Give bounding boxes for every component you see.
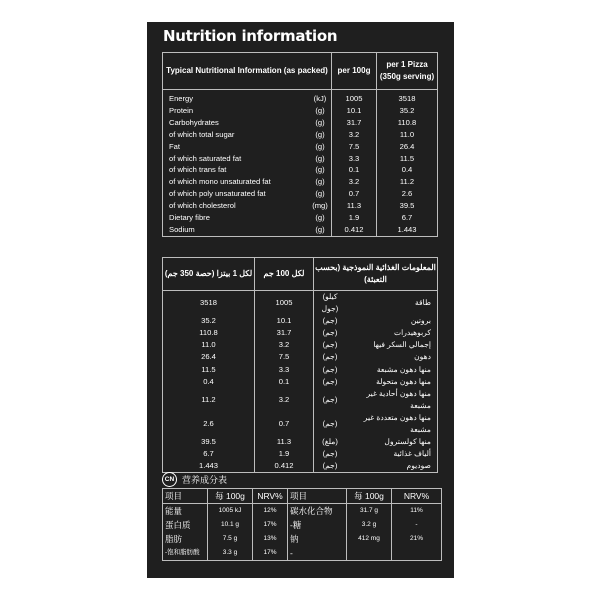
nutrient-unit: (mg) <box>309 200 332 212</box>
value-per-serving: 6.7 <box>163 448 255 460</box>
value-per-serving: 26.4 <box>399 141 415 151</box>
table-row <box>163 412 438 436</box>
value-per-100g: 7.5 <box>255 351 314 363</box>
nrv-percent: 13% <box>253 532 288 546</box>
nrv-percent <box>392 546 442 561</box>
value-per-serving: 110.8 <box>397 117 417 127</box>
value-per-serving: 110.8 <box>163 327 255 339</box>
nrv-percent: - <box>415 521 418 528</box>
nutrient-name: Fat <box>169 141 180 151</box>
table-row <box>163 90 438 105</box>
nutrient-unit: (g) <box>309 164 332 176</box>
value-per-serving: 11.2 <box>399 177 415 187</box>
value-per-serving: 3518 <box>398 94 416 103</box>
value-per-100g: 0.412 <box>332 224 377 236</box>
table-row <box>163 164 438 176</box>
value-per-100g: 31.7 <box>255 327 314 339</box>
nutrient-name: of which trans fat <box>169 165 227 175</box>
nutrient-name: منها كولسترول <box>384 437 431 447</box>
nutrient-name: of which cholesterol <box>169 201 236 211</box>
nutrient-unit: (جم) <box>322 364 338 374</box>
nutrient-unit: (جم) <box>322 340 338 350</box>
nutrient-name: Sodium <box>169 224 195 234</box>
value-per-100g: 7.5 g <box>208 532 253 546</box>
nutrient-unit: (جم) <box>322 376 338 386</box>
value-per-serving: 11.5 <box>163 364 255 376</box>
item-name: 钠 <box>288 532 347 546</box>
header-per-100g: 每 100g <box>208 489 253 504</box>
header-per-100g: 每 100g <box>347 489 392 504</box>
header-item: Typical Nutritional Information (as packed) <box>163 53 332 90</box>
nutrient-unit: (جم) <box>322 461 338 471</box>
value-per-100g: 412 mg <box>347 532 392 546</box>
table-row <box>163 176 438 188</box>
value-per-serving: 39.5 <box>163 436 255 448</box>
cn-badge: CN <box>162 472 177 487</box>
value-per-100g: 10.1 g <box>208 518 253 532</box>
table-row <box>163 188 438 200</box>
value-per-100g: 11.3 <box>255 436 314 448</box>
nutrient-unit: (g) <box>309 141 332 153</box>
chinese-nutrition-table <box>162 488 442 561</box>
panel-title: Nutrition information <box>163 27 338 45</box>
nutrient-name: بروتين <box>410 316 431 326</box>
nutrient-name: منها دهون أحادية غير مشبعة <box>366 388 431 410</box>
value-per-100g <box>347 546 392 561</box>
value-per-100g: 3.3 <box>255 364 314 376</box>
nutrient-unit: (جم) <box>322 328 338 338</box>
table-row <box>163 364 438 376</box>
table-row <box>163 129 438 141</box>
item-name: 蛋白质 <box>163 518 208 532</box>
table-row <box>163 117 438 129</box>
item-name: 碳水化合物 <box>288 504 347 519</box>
nutrient-name: منها دهون مشبعة <box>376 364 431 374</box>
table-header-row <box>163 489 442 504</box>
value-per-100g: 10.1 <box>255 315 314 327</box>
table-row <box>163 448 438 460</box>
value-per-100g: 3.2 <box>332 176 377 188</box>
value-per-100g: 7.5 <box>332 141 377 153</box>
table-row <box>163 315 438 327</box>
value-per-100g: 31.7 <box>332 117 377 129</box>
header-nrv: NRV% <box>392 489 442 504</box>
nutrient-name: إجمالي السكر فيها <box>373 340 431 350</box>
table-header-row <box>163 258 438 291</box>
value-per-serving: 35.2 <box>399 105 415 115</box>
nutrient-unit: (ملغ) <box>322 437 338 447</box>
arabic-nutrition-table <box>162 257 438 473</box>
value-per-serving: 1.443 <box>397 224 417 234</box>
nutrient-unit: (جم) <box>322 449 338 459</box>
nutrient-unit: (جم) <box>322 418 338 428</box>
nutrient-name: ألياف غذائية <box>393 449 431 459</box>
value-per-100g: 3.3 g <box>208 546 253 561</box>
nutrient-name: of which mono unsaturated fat <box>169 177 271 187</box>
value-per-serving: 11.2 <box>163 388 255 412</box>
nrv-percent: 12% <box>253 504 288 519</box>
value-per-100g: 31.7 g <box>347 504 392 519</box>
value-per-100g: 1005 kJ <box>208 504 253 519</box>
value-per-100g: 1005 <box>332 90 377 105</box>
header-nrv: NRV% <box>253 489 288 504</box>
table-row <box>163 388 438 412</box>
nutrient-unit: (جم) <box>322 394 338 404</box>
nutrient-unit: (g) <box>309 117 332 129</box>
table-row <box>163 532 442 546</box>
table-row <box>163 339 438 351</box>
nutrient-unit: (g) <box>309 212 332 224</box>
value-per-100g: 1.9 <box>332 212 377 224</box>
item-name: - <box>288 546 347 561</box>
value-per-100g: 0.412 <box>255 460 314 473</box>
item-name: 能量 <box>163 504 208 519</box>
table-row <box>163 504 442 519</box>
item-name: -饱和脂肪酸 <box>163 546 208 561</box>
nutrient-name: of which poly unsaturated fat <box>169 189 266 199</box>
table-row <box>163 351 438 363</box>
table-header-row <box>163 53 438 90</box>
header-item: المعلومات الغذائية النموذجية (بحسب التعبئة) <box>314 258 438 291</box>
value-per-100g: 0.7 <box>255 412 314 436</box>
nutrient-name: طاقة <box>414 298 431 308</box>
nutrient-name: Protein <box>169 105 194 115</box>
table-row <box>163 327 438 339</box>
value-per-serving: 35.2 <box>163 315 255 327</box>
chinese-section-heading <box>162 472 227 487</box>
value-per-serving: 11.0 <box>399 129 415 139</box>
value-per-100g: 0.1 <box>255 376 314 388</box>
nutrient-unit: (g) <box>309 105 332 117</box>
header-per-serving: per 1 Pizza (350g serving) <box>377 53 438 90</box>
table-row <box>163 141 438 153</box>
value-per-serving: 3518 <box>163 291 255 316</box>
nutrient-name: كربوهيدرات <box>393 328 431 338</box>
nrv-percent: 21% <box>409 535 423 542</box>
value-per-serving: 2.6 <box>401 189 413 199</box>
nutrient-unit: (g) <box>309 129 332 141</box>
table-row <box>163 200 438 212</box>
value-per-100g: 3.2 <box>255 388 314 412</box>
header-per-serving: لكل 1 بيتزا (حصة 350 جم) <box>163 258 255 291</box>
nrv-percent: 11% <box>410 507 423 514</box>
value-per-serving: 11.5 <box>399 153 415 163</box>
value-per-serving: 2.6 <box>163 412 255 436</box>
value-per-100g: 3.3 <box>332 153 377 165</box>
nutrient-unit: (kJ) <box>309 90 332 105</box>
table-row <box>163 212 438 224</box>
value-per-100g: 0.1 <box>332 164 377 176</box>
value-per-100g: 3.2 <box>332 129 377 141</box>
nutrient-unit: (جم) <box>322 316 338 326</box>
nutrient-name: منها دهون متعددة غير مشبعة <box>363 412 431 435</box>
item-name: -糖 <box>288 518 347 532</box>
nrv-percent: 17% <box>253 518 288 532</box>
header-item: 项目 <box>163 489 208 504</box>
nutrient-name: دهون <box>414 352 431 362</box>
chinese-title: 营养成分表 <box>182 475 228 485</box>
value-per-serving: 0.4 <box>163 376 255 388</box>
table-row <box>163 153 438 165</box>
value-per-100g: 1005 <box>255 291 314 316</box>
nutrient-name: منها دهون متحولة <box>376 376 431 386</box>
nutrient-name: Energy <box>169 94 194 103</box>
nutrition-panel <box>147 22 454 578</box>
table-row <box>163 224 438 236</box>
table-row <box>163 518 442 532</box>
nutrient-name: of which total sugar <box>169 129 235 139</box>
table-row <box>163 291 438 316</box>
nutrient-unit: (كيلو جول) <box>321 292 339 314</box>
nutrient-unit: (جم) <box>322 352 338 362</box>
table-row <box>163 546 442 561</box>
value-per-serving: 26.4 <box>163 351 255 363</box>
nutrient-name: Dietary fibre <box>169 213 210 223</box>
table-row <box>163 105 438 117</box>
item-name: 脂肪 <box>163 532 208 546</box>
value-per-100g: 11.3 <box>332 200 377 212</box>
english-nutrition-table <box>162 52 438 237</box>
table-row <box>163 376 438 388</box>
header-item: 项目 <box>288 489 347 504</box>
nutrient-name: of which saturated fat <box>169 153 242 163</box>
value-per-serving: 6.7 <box>401 213 413 223</box>
value-per-serving: 39.5 <box>399 201 415 211</box>
value-per-100g: 0.7 <box>332 188 377 200</box>
nutrient-unit: (g) <box>309 153 332 165</box>
header-per-100g: per 100g <box>332 53 377 90</box>
value-per-100g: 10.1 <box>332 105 377 117</box>
nutrient-unit: (g) <box>309 224 332 236</box>
value-per-serving: 11.0 <box>163 339 255 351</box>
value-per-serving: 1.443 <box>163 460 255 473</box>
nrv-percent: 17% <box>253 546 288 561</box>
value-per-100g: 1.9 <box>255 448 314 460</box>
table-row <box>163 436 438 448</box>
value-per-100g: 3.2 <box>255 339 314 351</box>
nutrient-name: صوديوم <box>406 461 431 471</box>
nutrient-unit: (g) <box>309 176 332 188</box>
value-per-serving: 0.4 <box>401 165 413 175</box>
nutrient-unit: (g) <box>309 188 332 200</box>
value-per-100g: 3.2 g <box>347 518 392 532</box>
nutrient-name: Carbohydrates <box>169 117 219 127</box>
header-per-100g: لكل 100 جم <box>255 258 314 291</box>
